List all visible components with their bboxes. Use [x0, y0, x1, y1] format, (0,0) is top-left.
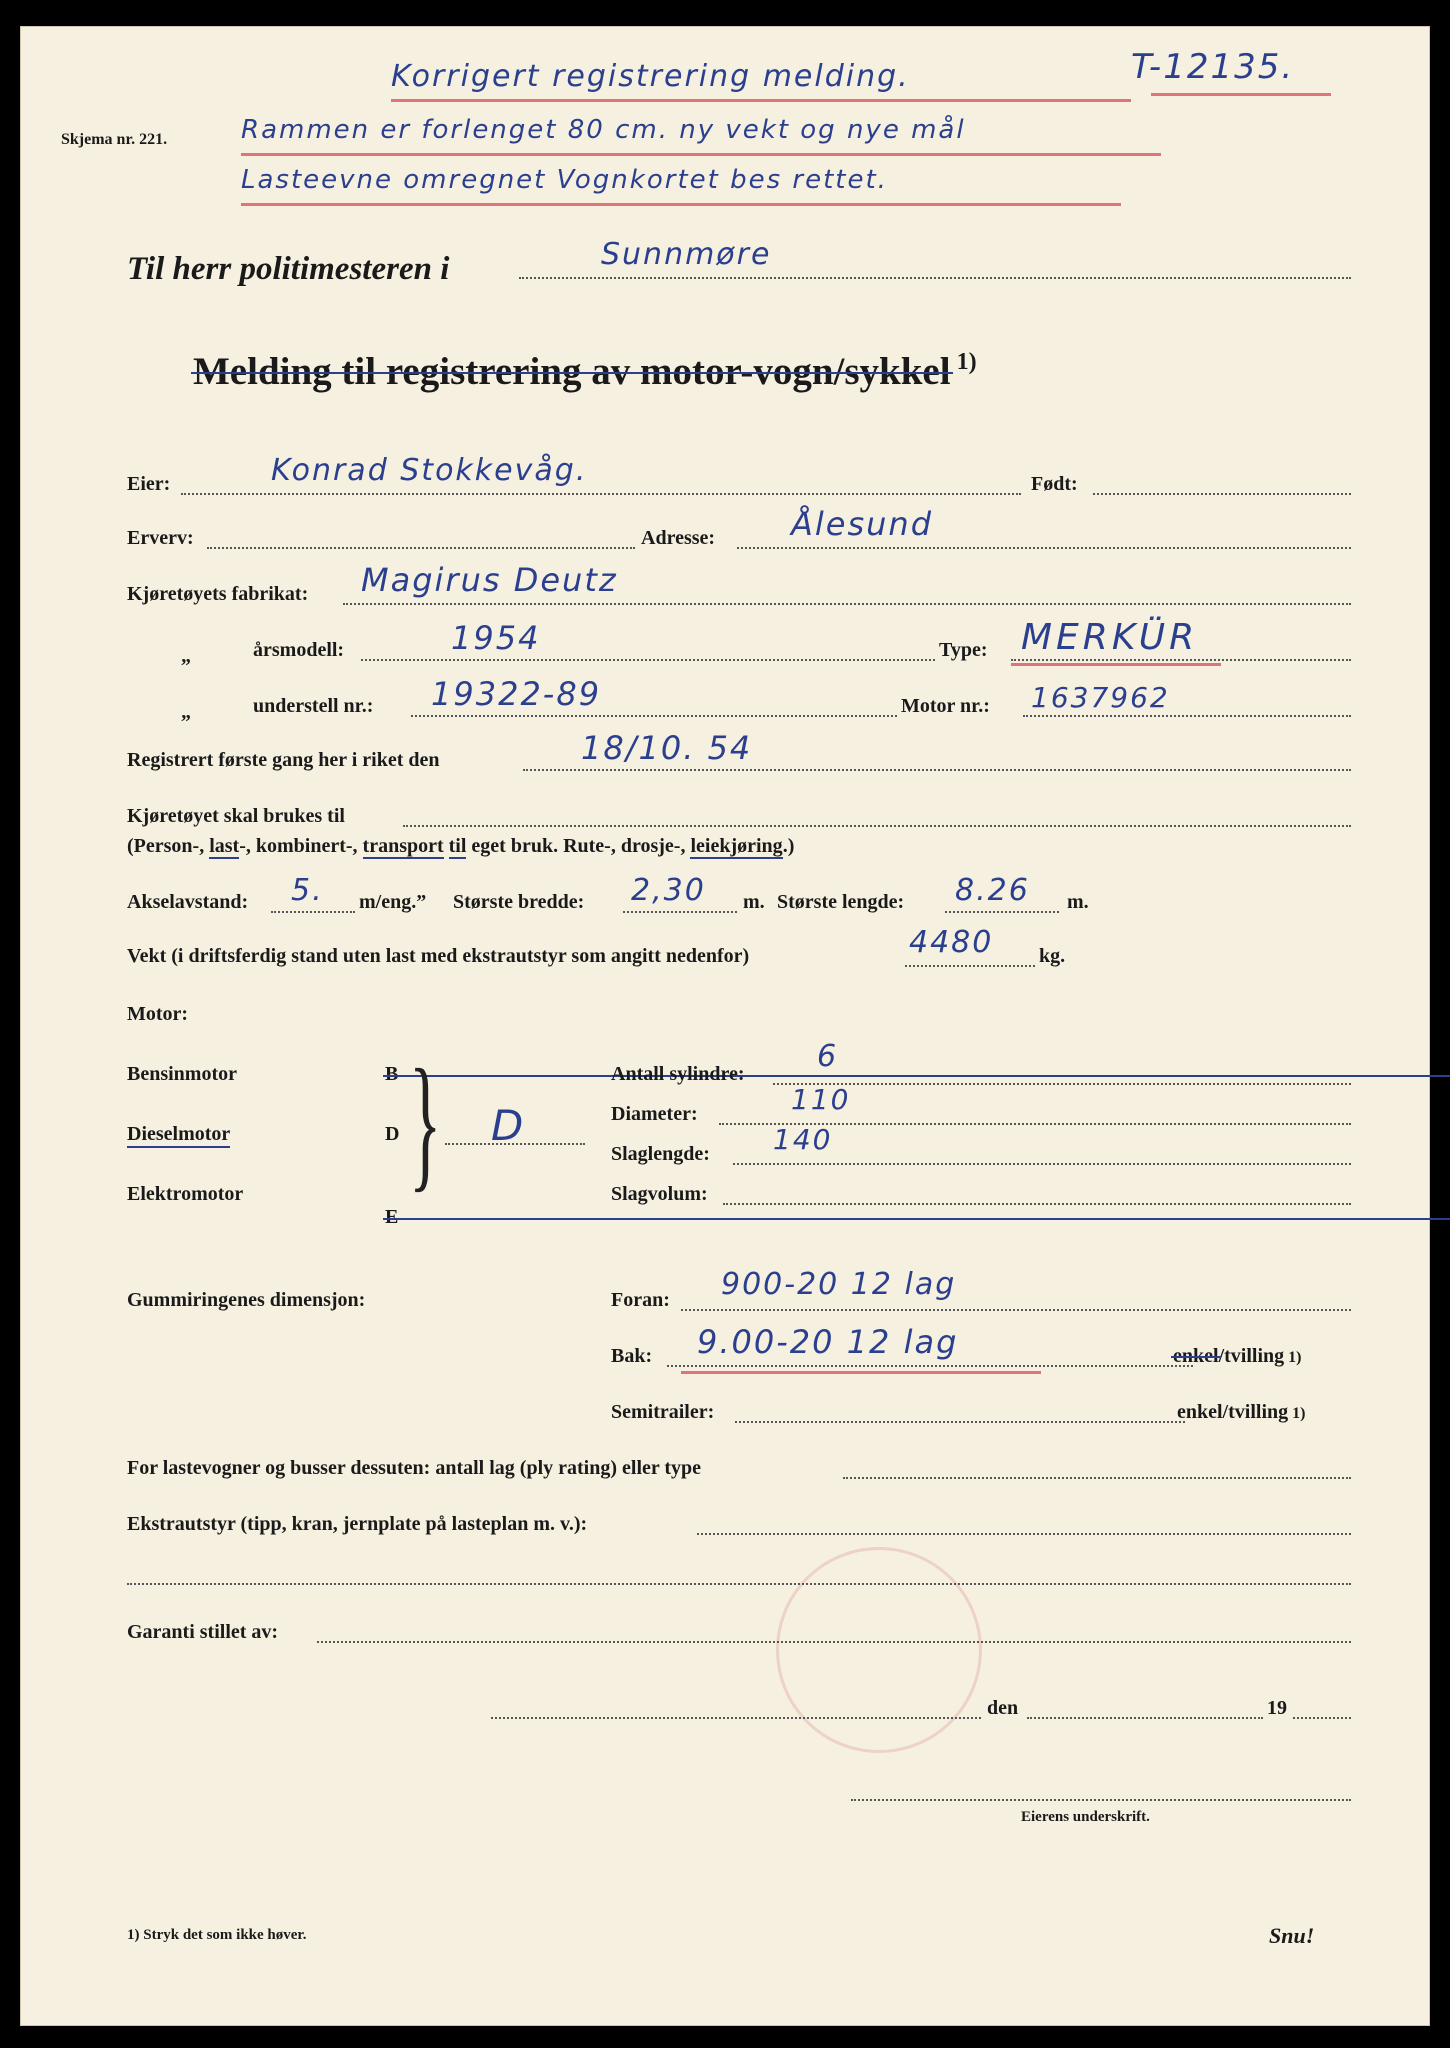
chassis-value: 19322-89	[431, 675, 602, 713]
type-underline	[1011, 663, 1221, 666]
born-line	[1093, 493, 1351, 495]
width-line	[623, 911, 737, 913]
owner-value: Konrad Stokkevåg.	[271, 453, 588, 488]
acquired-label: Erverv:	[127, 527, 194, 549]
weight-line	[905, 965, 1035, 967]
signature-label: Eierens underskrift.	[1021, 1809, 1150, 1825]
semi-opt: enkel/tvilling	[1177, 1401, 1289, 1423]
owner-line	[181, 493, 1021, 495]
extras-line	[697, 1533, 1351, 1535]
note-2-underline	[241, 203, 1121, 206]
length-value: 8.26	[955, 873, 1030, 908]
weight-value: 4480	[909, 925, 994, 960]
stroke-value: 140	[773, 1123, 833, 1156]
stroke-label: Slaglengde:	[611, 1143, 710, 1165]
rear-tire-underline	[681, 1371, 1041, 1374]
addressee-value: Sunnmøre	[601, 237, 772, 272]
form-title	[193, 349, 977, 394]
motor-code-petrol: B	[385, 1063, 1450, 1086]
first-registration-value: 18/10. 54	[581, 729, 753, 767]
motor-label: Motor:	[127, 1003, 189, 1025]
ply-label: For lastevogner og busser dessuten: antall lag (ply rating) eller type	[127, 1457, 702, 1479]
semi-opt-note: 1)	[1288, 1405, 1306, 1422]
cylinders-label: Antall sylindre:	[611, 1063, 745, 1085]
address-value: Ålesund	[791, 505, 934, 543]
use-mid2: eget bruk. Rute-, drosje-,	[466, 835, 691, 857]
note-1-underline	[241, 153, 1161, 156]
volume-label: Slagvolum:	[611, 1183, 708, 1205]
motor-no-label: Motor nr.:	[901, 695, 990, 717]
first-registration-line	[523, 769, 1351, 771]
use-line	[403, 825, 1351, 827]
motor-code-electric: E	[385, 1206, 1450, 1229]
rear-tire-line	[667, 1365, 1193, 1367]
born-label: Født:	[1031, 473, 1078, 495]
length-label: Største lengde:	[777, 891, 905, 913]
extras-line-2	[127, 1583, 1351, 1585]
rear-tire-options	[1173, 1345, 1301, 1368]
model-year-ditto: „	[181, 645, 191, 667]
registration-form	[20, 26, 1430, 2026]
type-line	[1011, 659, 1351, 661]
rear-opt-tvilling: /tvilling	[1218, 1345, 1285, 1367]
date-line	[1027, 1717, 1263, 1719]
volume-line	[723, 1203, 1351, 1205]
signature-line	[851, 1799, 1351, 1801]
form-number: Skjema nr. 221.	[61, 131, 168, 148]
semitrailer-label: Semitrailer:	[611, 1401, 715, 1423]
addressee-label: Til herr politimesteren i	[127, 251, 450, 287]
date-year-line	[1293, 1717, 1351, 1719]
cylinders-value: 6	[817, 1039, 839, 1074]
make-line	[343, 603, 1351, 605]
motor-no-value: 1637962	[1031, 681, 1170, 714]
length-unit: m.	[1067, 891, 1089, 913]
extras-label: Ekstrautstyr (tipp, kran, jernplate på lasteplan m. v.):	[127, 1513, 588, 1535]
model-year-line	[361, 659, 935, 661]
axle-unit: m/eng.”	[359, 891, 427, 913]
rear-opt-note: 1)	[1284, 1349, 1302, 1366]
width-label: Største bredde:	[453, 891, 585, 913]
faded-stamp	[776, 1547, 982, 1753]
handwritten-note-2: Lasteevne omregnet Vognkortet bes rettet.	[241, 165, 888, 195]
cylinders-line	[773, 1083, 1351, 1085]
motor-type-diesel: Dieselmotor	[127, 1123, 230, 1148]
guarantee-line	[317, 1641, 1351, 1643]
axle-line	[271, 911, 355, 913]
first-registration-label: Registrert første gang her i riket den	[127, 749, 440, 771]
chassis-ditto: „	[181, 701, 191, 723]
use-close: .)	[782, 835, 795, 857]
rear-tire-label: Bak:	[611, 1345, 653, 1367]
type-value: MERKÜR	[1021, 617, 1199, 658]
axle-value: 5.	[291, 873, 324, 908]
make-label: Kjøretøyets fabrikat:	[127, 583, 309, 605]
motor-type-petrol: Bensinmotor	[127, 1063, 237, 1085]
chassis-line	[411, 715, 897, 717]
turn-over: Snu!	[1269, 1923, 1315, 1948]
stroke-line	[733, 1163, 1351, 1165]
chassis-label: understell nr.:	[253, 695, 374, 717]
front-tire-label: Foran:	[611, 1289, 670, 1311]
date-den: den	[987, 1697, 1019, 1719]
rear-tire-value: 9.00-20 12 lag	[697, 1323, 959, 1361]
tires-label: Gummiringenes dimensjon:	[127, 1289, 366, 1311]
place-line	[491, 1717, 981, 1719]
handwritten-title: Korrigert registrering melding.	[391, 59, 910, 94]
acquired-line	[207, 547, 635, 549]
use-sp1	[444, 835, 449, 857]
diameter-label: Diameter:	[611, 1103, 698, 1125]
use-open: (Person-,	[127, 835, 210, 857]
use-option-last: last	[209, 835, 240, 857]
make-value: Magirus Deutz	[361, 561, 618, 599]
footnote: 1) Stryk det som ikke høver.	[127, 1927, 307, 1943]
title-part2: motor-vogn/sykkel	[640, 350, 951, 393]
motor-selected-value: D	[491, 1101, 526, 1150]
motor-brace: }	[409, 1039, 442, 1205]
title-underline	[391, 99, 1131, 102]
use-option-leie: leiekjøring	[690, 835, 783, 857]
width-unit: m.	[743, 891, 765, 913]
length-line	[945, 911, 1059, 913]
use-option-til: til	[448, 835, 467, 857]
reference-underline	[1151, 93, 1331, 96]
motor-no-line	[1023, 715, 1351, 717]
handwritten-reference: T-12135.	[1131, 47, 1295, 87]
width-value: 2,30	[631, 873, 706, 908]
use-label: Kjøretøyet skal brukes til	[127, 805, 345, 827]
owner-label: Eier:	[127, 473, 171, 495]
front-tire-line	[681, 1309, 1351, 1311]
address-label: Adresse:	[641, 527, 716, 549]
use-mid1: -, kombinert-,	[239, 835, 363, 857]
use-options	[127, 835, 794, 858]
front-tire-value: 900-20 12 lag	[721, 1267, 957, 1302]
model-year-label: årsmodell:	[253, 639, 345, 661]
model-year-value: 1954	[451, 619, 541, 657]
guarantee-label: Garanti stillet av:	[127, 1621, 279, 1643]
handwritten-note-1: Rammen er forlenget 80 cm. ny vekt og nye mål	[241, 115, 966, 145]
semitrailer-options	[1177, 1401, 1305, 1424]
semitrailer-line	[735, 1421, 1185, 1423]
address-line	[737, 547, 1351, 549]
diameter-value: 110	[791, 1083, 851, 1116]
type-label: Type:	[939, 639, 988, 661]
weight-unit: kg.	[1039, 945, 1066, 967]
weight-label: Vekt (i driftsferdig stand uten last med ekstrautstyr som angitt nedenfor)	[127, 945, 750, 967]
title-note: 1)	[950, 349, 977, 375]
use-option-transport: transport	[362, 835, 444, 857]
axle-label: Akselavstand:	[127, 891, 249, 913]
addressee-line	[519, 277, 1351, 279]
title-part1: Melding til registrering av	[193, 350, 640, 393]
rear-opt-enkel: enkel	[1173, 1345, 1219, 1367]
motor-code-diesel: D	[385, 1123, 400, 1145]
ply-line	[843, 1477, 1351, 1479]
date-year-prefix: 19	[1267, 1697, 1287, 1719]
motor-type-electric: Elektromotor	[127, 1183, 244, 1205]
